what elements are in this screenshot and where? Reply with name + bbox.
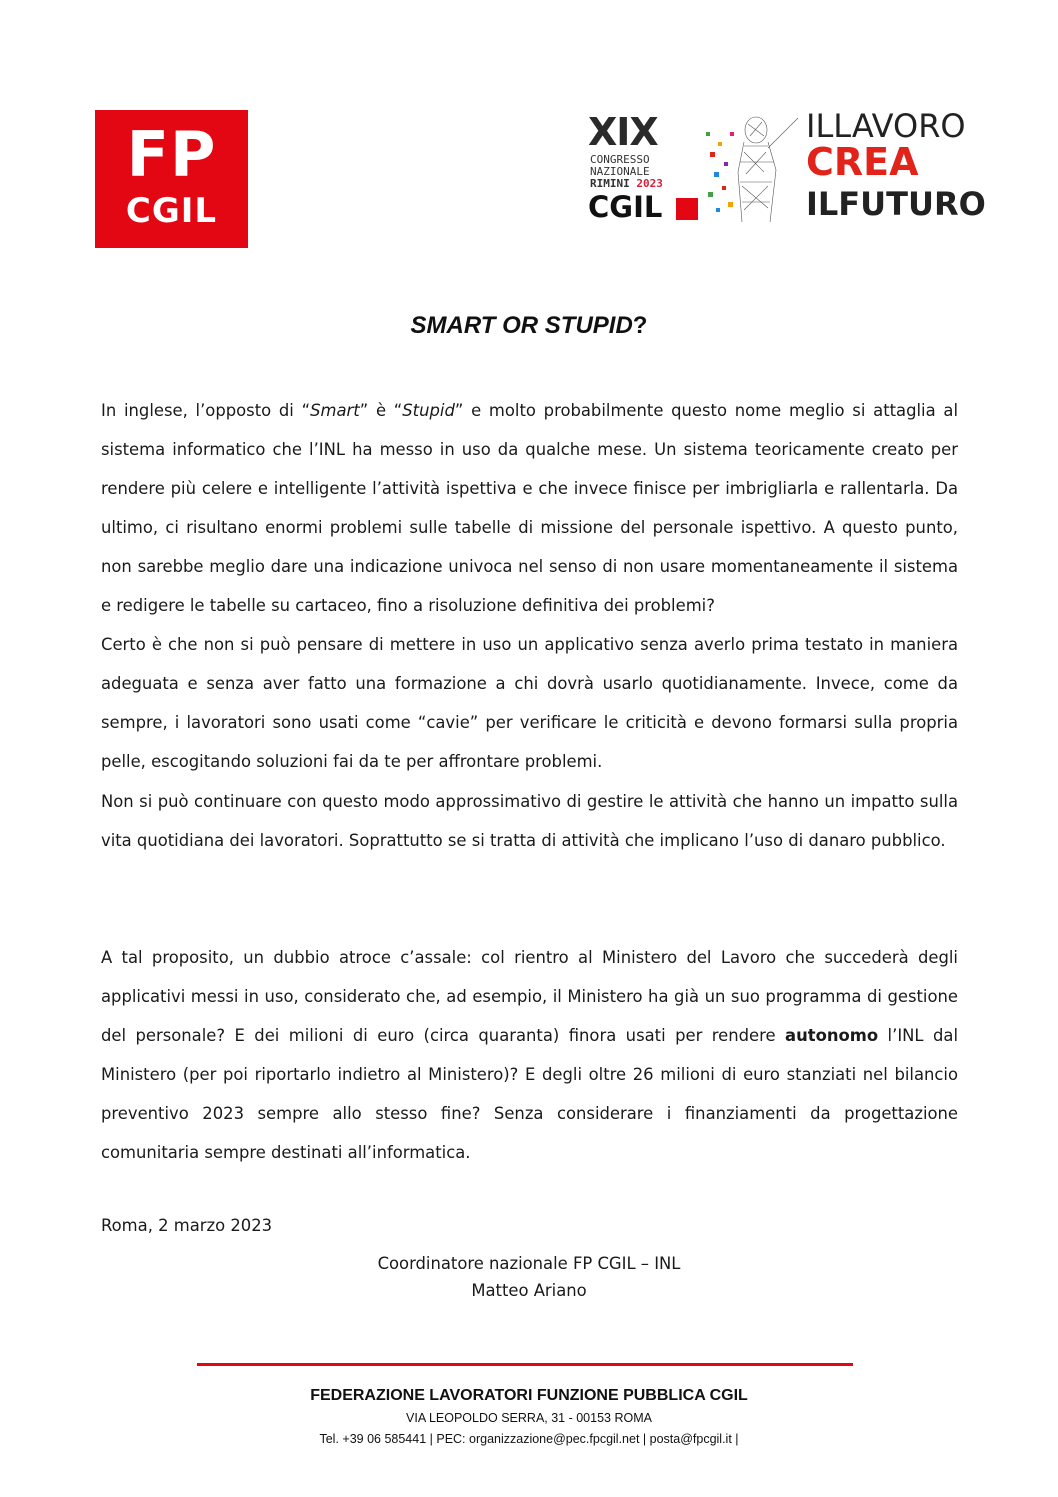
p1-text-a: In inglese, l’opposto di “ bbox=[101, 401, 311, 420]
mosaic-figure-icon bbox=[704, 112, 804, 224]
footer-divider bbox=[197, 1363, 853, 1366]
p1-stupid: Stupid bbox=[402, 401, 455, 420]
slogan-line-3: ILFUTURO bbox=[806, 185, 986, 223]
signature-name: Matteo Ariano bbox=[471, 1281, 587, 1300]
congress-roman-numeral: XIX bbox=[588, 110, 658, 154]
logo-fp-text: FP bbox=[126, 118, 217, 191]
footer-organization: FEDERAZIONE LAVORATORI FUNZIONE PUBBLICA CGIL bbox=[310, 1387, 748, 1404]
congress-org: CGIL bbox=[588, 190, 663, 224]
title-question-mark: ? bbox=[632, 312, 648, 339]
document-title bbox=[0, 312, 1058, 340]
congress-national-label: NAZIONALE bbox=[590, 165, 650, 178]
slogan-line-1: ILLAVORO bbox=[806, 107, 966, 145]
slogan-line-2: CREA bbox=[806, 140, 919, 184]
logo-cgil-text: CGIL bbox=[125, 191, 218, 231]
congress-label: CONGRESSO bbox=[590, 153, 650, 166]
congress-city-year bbox=[590, 178, 663, 189]
signature-role: Coordinatore nazionale FP CGIL – INL bbox=[377, 1254, 681, 1273]
p4-text-a: A tal proposito, un dubbio atroce c’assale: col rientro al Ministero del Lavoro che succederà degli applicativi messi in uso, considerato che, ad esempio, il Ministero ha già un suo programma di gestione del personale? E dei milioni di euro (circa quaranta) finora usati per rendere bbox=[101, 948, 958, 1045]
p1-text-e: ” e molto probabilmente questo nome meglio si attaglia al sistema informatico che l’INL ha messo in uso da qualche mese. Un sistema teoricamente creato per rendere più celere e intelligente l’attività ispettiva e che invece finisce per imbrigliarla e rallentarla. Da ultimo, ci risultano enormi problemi sulle tabelle di missione del personale ispettivo. A questo punto, non sarebbe meglio dare una indicazione univoca nel senso di non usare momentaneamente il sistema e redigere le tabelle su cartaceo, fino a risoluzione definitiva dei problemi? bbox=[101, 401, 958, 615]
title-italic: SMART OR STUPID bbox=[410, 312, 633, 339]
paragraph-2: Certo è che non si può pensare di mettere in uso un applicativo senza averlo prima testato in maniera adeguata e senza aver fatto una formazione a chi dovrà usarlo quotidianamente. Invece, come da sempre, i lavoratori sono usati come “cavie” per verificare le criticità e devono formarsi sulla propria pelle, escogitando soluzioni fai da te per affrontare problemi. bbox=[101, 635, 958, 771]
paragraph-1 bbox=[101, 391, 958, 625]
paragraph-4 bbox=[101, 938, 958, 1172]
place-date: Roma, 2 marzo 2023 bbox=[101, 1216, 273, 1235]
footer-address: VIA LEOPOLDO SERRA, 31 - 00153 ROMA bbox=[406, 1411, 652, 1425]
p4-bold-autonomo: autonomo bbox=[785, 1026, 879, 1045]
p1-smart: Smart bbox=[310, 401, 360, 420]
congress-city: RIMINI bbox=[590, 177, 630, 190]
congress-red-square bbox=[676, 198, 698, 220]
p4-text-b: l’INL dal Ministero (per poi riportarlo indietro al Ministero)? E degli oltre 26 milioni di euro stanziati nel bilancio preventivo 2023 sempre allo stesso fine? Senza considerare i finanziamenti da progettazione comunitaria sempre destinati all’informatica. bbox=[101, 1026, 958, 1162]
p1-text-c: ” è “ bbox=[359, 401, 403, 420]
congress-logo bbox=[584, 107, 986, 225]
footer-contact: Tel. +39 06 585441 | PEC: organizzazione@pec.fpcgil.net | posta@fpcgil.it | bbox=[319, 1432, 739, 1446]
congress-year: 2023 bbox=[636, 177, 663, 190]
fp-cgil-logo bbox=[95, 110, 248, 248]
paragraph-3: Non si può continuare con questo modo approssimativo di gestire le attività che hanno un impatto sulla vita quotidiana dei lavoratori. Soprattutto se si tratta di attività che implicano l’uso di danaro pubblico. bbox=[101, 792, 958, 850]
